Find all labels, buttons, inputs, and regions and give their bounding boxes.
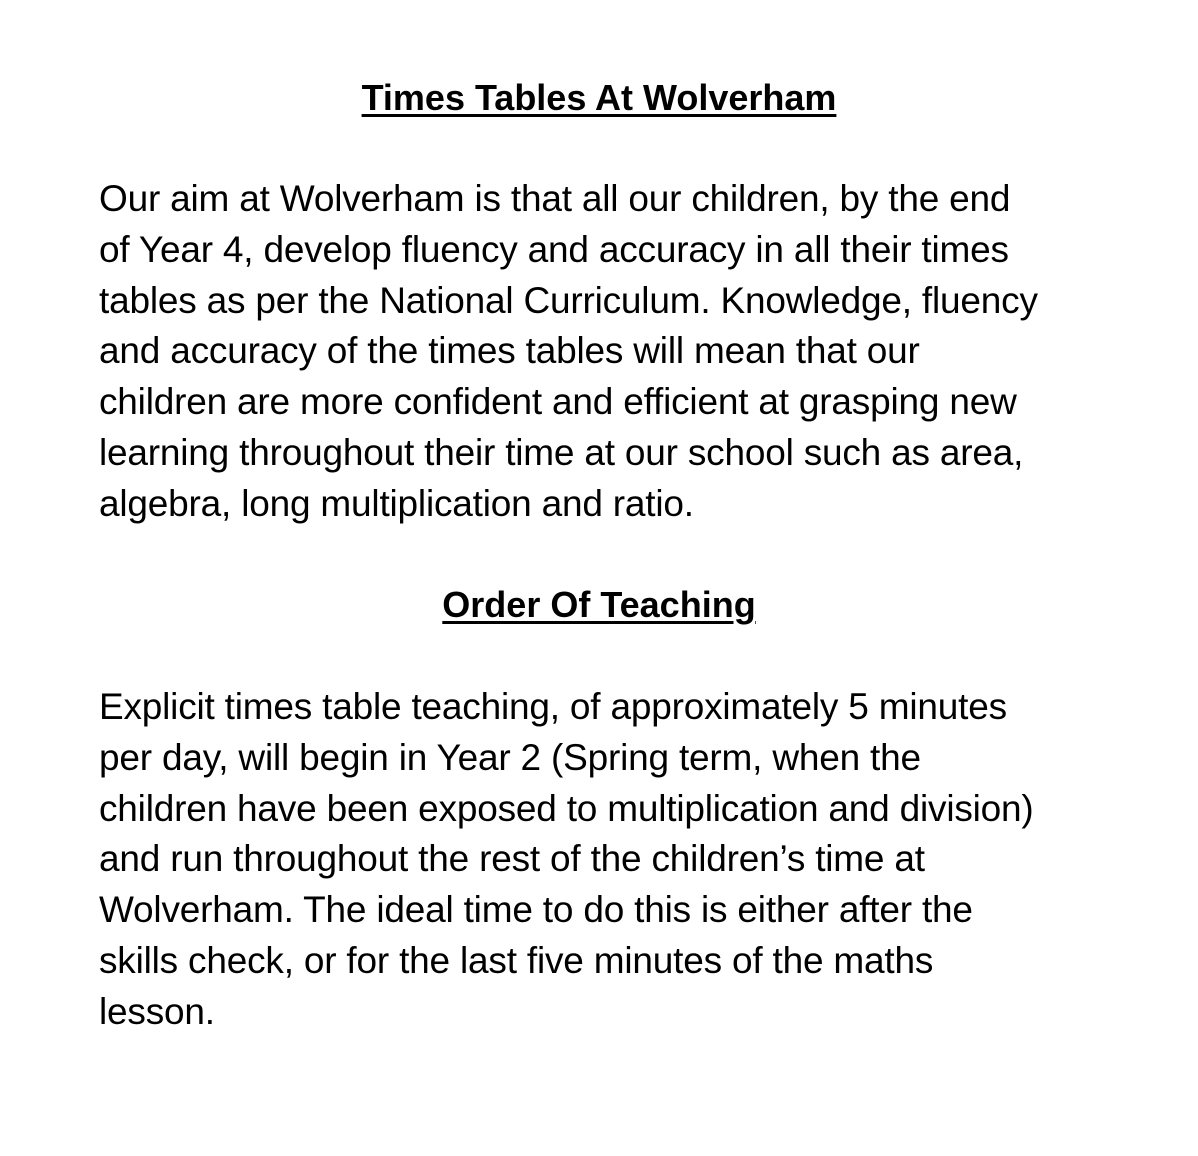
section-heading-order-of-teaching: Order Of Teaching xyxy=(442,584,756,625)
intro-paragraph: Our aim at Wolverham is that all our children, by the end of Year 4, develop fluency and accuracy in all their times tables as per the National Curriculum. Knowledge, fluency and accuracy of the times tables will mean that our children are more confident and efficient at grasping new learning throughout their time at our school such as area, algebra, long multiplication and ratio. xyxy=(99,178,1038,524)
order-of-teaching-paragraph: Explicit times table teaching, of approximately 5 minutes per day, will begin in Year 2 (Spring term, when the children have been exposed to multiplication and division) and run throughout the rest of the children’s time at Wolverham. The ideal time to do this is either after the skills check, or for the last five minutes of the maths lesson. xyxy=(99,686,1034,1032)
document-title: Times Tables At Wolverham xyxy=(361,77,837,118)
